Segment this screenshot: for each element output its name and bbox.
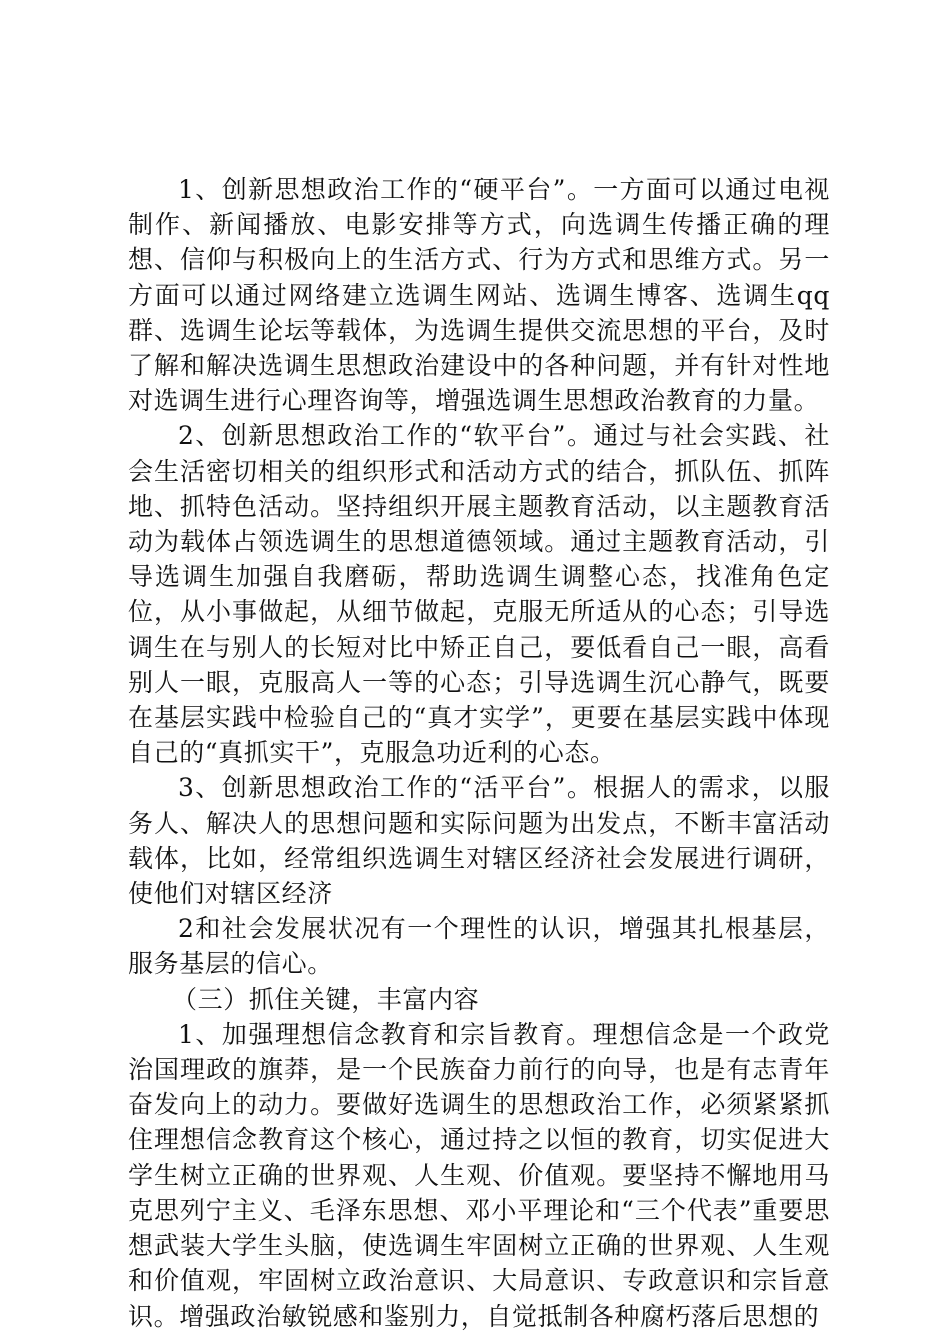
document-body [128,172,830,1334]
paragraph-live-platform: 3、创新思想政治工作的“活平台”。根据人的需求，以服务人、解决人的思想问题和实际问题为出发点，不断丰富活动载体，比如，经常组织选调生对辖区经济社会发展进行调研，使他们对辖区经济 [128,773,830,909]
paragraph-continuation: 2和社会发展状况有一个理性的认识，增强其扎根基层，服务基层的信心。 [128,914,830,979]
paragraph-soft-platform: 2、创新思想政治工作的“软平台”。通过与社会实践、社会生活密切相关的组织形式和活动方式的结合，抓队伍、抓阵地、抓特色活动。坚持组织开展主题教育活动，以主题教育活动为载体占领选调生的思想道德领域。通过主题教育活动，引导选调生加强自我磨砺，帮助选调生调整心态，找准角色定位，从小事做起，从细节做起，克服无所适从的心态；引导选调生在与别人的长短对比中矫正自己，要低看自己一眼，高看别人一眼，克服高人一等的心态；引导选调生沉心静气，既要在基层实践中检验自己的“真才实学”，更要在基层实践中体现自己的“真抓实干”，克服急功近利的心态。 [128,421,830,768]
paragraph-ideal-belief-education: 1、加强理想信念教育和宗旨教育。理想信念是一个政党治国理政的旗莽，是一个民族奋力前行的向导，也是有志青年奋发向上的动力。要做好选调生的思想政治工作，必须紧紧抓住理想信念教育这个核心，通过持之以恒的教育，切实促进大学生树立正确的世界观、人生观、价值观。要坚持不懈地用马克思列宁主义、毛泽东思想、邓小平理论和“三个代表”重要思想武装大学生头脑，使选调生牢固树立正确的世界观、人生观和价值观，牢固树立政治意识、大局意识、专政意识和宗旨意识。增强政治敏锐感和鉴别力，自觉抵制各种腐朽落后思想的 [128,1019,830,1331]
paragraph-hard-platform: 1、创新思想政治工作的“硬平台”。一方面可以通过电视制作、新闻播放、电影安排等方式，向选调生传播正确的理想、信仰与积极向上的生活方式、行为方式和思维方式。另一方面可以通过网络建立选调生网站、选调生博客、选调生qq群、选调生论坛等载体，为选调生提供交流思想的平台，及时了解和解决选调生思想政治建设中的各种问题，并有针对性地对选调生进行心理咨询等，增强选调生思想政治教育的力量。 [128,175,830,416]
section-heading: （三）抓住关键，丰富内容 [172,984,480,1014]
